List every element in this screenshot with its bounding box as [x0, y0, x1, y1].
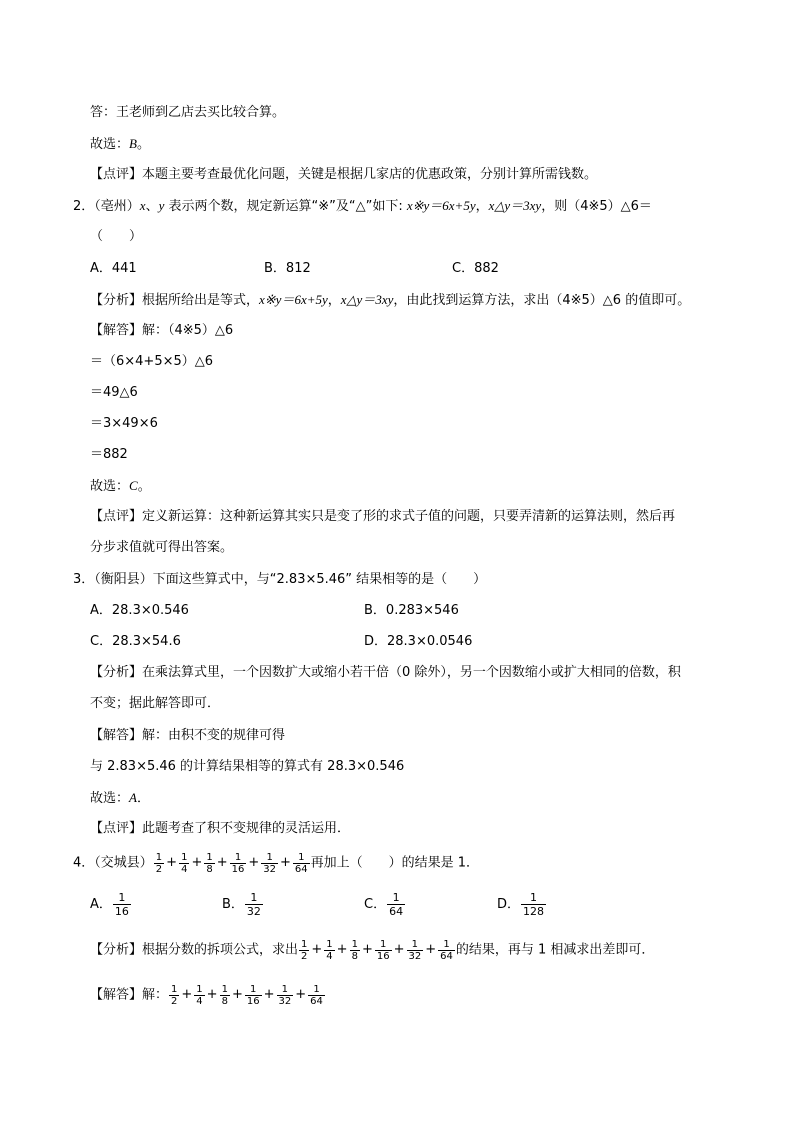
option-d [497, 890, 547, 920]
question-number: 4． [73, 855, 95, 871]
solution-step: ＝49△6 [90, 385, 138, 400]
question-2-stem [73, 197, 652, 216]
numerator: 1 [155, 851, 163, 863]
denominator: 4 [196, 995, 203, 1007]
var-x: x [139, 198, 146, 213]
plus-sign: + [248, 855, 260, 870]
comment-line: 【点评】此题考查了积不变规律的灵活运用． [90, 821, 351, 836]
analysis-line [90, 291, 690, 310]
denominator: 64 [440, 950, 453, 962]
denominator: 32 [263, 863, 277, 875]
option-fraction [245, 891, 263, 918]
question-number: 3． [73, 572, 95, 587]
analysis-line: 【分析】在乘法算式里，一个因数扩大或缩小若干倍（0 除外），另一个因数缩小或扩大相同的倍数，积 [90, 665, 681, 680]
choice-prefix: 故选： [90, 479, 130, 494]
plus-sign: + [280, 855, 291, 870]
denominator: 16 [231, 863, 245, 875]
fraction [204, 852, 214, 875]
fraction [154, 852, 164, 875]
numerator: 1 [407, 939, 424, 951]
option-fraction [387, 891, 405, 918]
choice-letter: B [129, 136, 137, 151]
numerator: 1 [438, 939, 455, 951]
numerator: 1 [301, 938, 308, 950]
plus-sign: + [181, 987, 193, 1002]
numerator: 1 [293, 852, 310, 864]
denominator: 8 [221, 995, 228, 1007]
numerator: 1 [387, 891, 405, 905]
numerator: 1 [245, 891, 263, 905]
numerator: 1 [277, 984, 294, 996]
numerator: 1 [230, 852, 247, 864]
fraction [220, 984, 230, 1007]
analysis-line: 不变；据此解答即可． [90, 696, 221, 711]
plus-sign: + [206, 987, 218, 1002]
solution-step: ＝3×49×6 [90, 416, 158, 431]
denominator: 8 [351, 950, 358, 962]
fraction-sum [298, 938, 456, 962]
solution-step: ＝（6×4+5×5）△6 [90, 354, 214, 369]
denominator: 2 [171, 995, 178, 1007]
fraction-sum [153, 851, 311, 875]
denominator: 64 [389, 905, 404, 918]
fraction [230, 852, 247, 875]
var-y: y [158, 198, 165, 213]
denominator: 128 [523, 905, 545, 918]
numerator: 1 [261, 852, 278, 864]
choice-prefix: 故选： [90, 137, 130, 152]
option-prefix: A． [90, 897, 112, 912]
plus-sign: + [336, 942, 348, 957]
denominator: 32 [278, 995, 292, 1007]
option-prefix: C． [364, 897, 387, 912]
analysis-text: 【分析】根据所给出是等式， [90, 293, 260, 308]
numerator: 1 [113, 891, 131, 905]
denominator: 16 [246, 995, 260, 1007]
solution-line: 【解答】解：由积不变的规律可得 [90, 728, 286, 743]
analysis-line [90, 937, 654, 964]
fraction [438, 939, 455, 962]
denominator: 4 [181, 863, 188, 875]
fraction [169, 984, 179, 1007]
solution-head: 【解答】解：（4※5）△6 [90, 323, 234, 338]
numerator: 1 [521, 891, 546, 905]
numerator: 1 [375, 939, 392, 951]
question-number: 2． [73, 199, 95, 214]
choice-letter: A [129, 790, 137, 805]
option-prefix: B． [222, 897, 244, 912]
denominator: 2 [301, 950, 308, 962]
option-a [90, 890, 132, 920]
plus-sign: + [166, 855, 178, 870]
stem-text: （衡阳县）下面这些算式中，与“2.83×5.46” 结果相等的是（ ） [94, 572, 487, 587]
answer-paren: （ ） [90, 229, 143, 244]
question-3-stem [73, 571, 486, 589]
fraction [293, 852, 310, 875]
answer-line: 答：王老师到乙店去买比较合算。 [90, 105, 286, 120]
choice-line [90, 135, 150, 154]
definition-2: x△y＝3xy [488, 198, 542, 213]
denominator: 8 [206, 863, 213, 875]
option-c [364, 890, 406, 920]
separator: ， [327, 293, 341, 308]
analysis-text: 的结果，再与 1 相减求出差即可． [455, 942, 655, 958]
numerator: 1 [221, 983, 228, 995]
choice-end: 。 [136, 137, 150, 152]
solution-step: ＝882 [90, 447, 128, 462]
denominator: 32 [246, 905, 261, 918]
fraction [299, 939, 309, 962]
denominator: 16 [114, 905, 129, 918]
choice-end: ． [136, 791, 150, 806]
fraction [324, 939, 334, 962]
comment-line: 【点评】定义新运算：这种新运算其实只是变了形的求式子值的问题，只要弄清新的运算法则，然后再 [90, 509, 676, 524]
plus-sign: + [361, 942, 373, 957]
denominator: 2 [155, 863, 163, 875]
denominator: 64 [310, 995, 323, 1007]
option-c: C．28.3×54.6 [90, 634, 181, 649]
plus-sign: + [263, 987, 275, 1002]
plus-sign: + [216, 855, 228, 870]
denominator: 4 [326, 950, 333, 962]
question-source: （交城县） [94, 855, 153, 871]
stem-text: 表示两个数，规定新运算“※”及“△”如下: [164, 199, 407, 214]
fraction [194, 984, 204, 1007]
fraction [179, 852, 189, 875]
fraction [308, 984, 325, 1007]
fraction [350, 939, 360, 962]
separator: 、 [145, 199, 159, 214]
stem-text: 再加上（ ）的结果是 1． [310, 855, 480, 871]
definition-1: x※y＝6x+5y [259, 292, 328, 307]
option-b: B．0.283×546 [364, 603, 459, 618]
fraction [375, 939, 392, 962]
numerator: 1 [206, 851, 213, 863]
option-a: A．441 [90, 261, 137, 276]
choice-line [90, 477, 151, 496]
definition-1: x※y＝6x+5y [406, 198, 476, 213]
option-c: C．882 [452, 261, 499, 276]
fraction [261, 852, 278, 875]
numerator: 1 [196, 983, 203, 995]
option-d: D．28.3×0.0546 [364, 634, 473, 649]
numerator: 1 [308, 984, 325, 996]
denominator: 32 [408, 950, 422, 962]
plus-sign: + [231, 987, 243, 1002]
question-4-stem [73, 850, 479, 877]
numerator: 1 [351, 938, 358, 950]
numerator: 1 [326, 938, 333, 950]
comment-line: 分步求值就可得出答案。 [90, 540, 234, 555]
choice-letter: C [129, 478, 138, 493]
solution-text: 【解答】解： [90, 987, 169, 1003]
plus-sign: + [191, 855, 203, 870]
analysis-text: 【分析】根据分数的拆项公式，求出 [90, 942, 299, 958]
stem-text: ，则（4※5）△6＝ [541, 199, 652, 214]
definition-2: x△y＝3xy [340, 292, 394, 307]
separator: ， [475, 199, 489, 214]
numerator: 1 [171, 983, 178, 995]
option-prefix: D． [497, 897, 521, 912]
fraction [245, 984, 262, 1007]
fraction [407, 939, 424, 962]
option-a: A．28.3×0.546 [90, 603, 189, 618]
option-b: B．812 [264, 261, 311, 276]
choice-prefix: 故选： [90, 791, 130, 806]
fraction-sum [168, 983, 326, 1007]
solution-line: 与 2.83×5.46 的计算结果相等的算式有 28.3×0.546 [90, 759, 405, 774]
choice-line [90, 789, 150, 808]
analysis-text: ，由此找到运算方法，求出（4※5）△6 的值即可。 [393, 293, 691, 308]
option-fraction [521, 891, 546, 918]
numerator: 1 [181, 851, 188, 863]
fraction [277, 984, 294, 1007]
comment-line: 【点评】本题主要考查最优化问题，关键是根据几家店的优惠政策，分别计算所需钱数。 [90, 167, 598, 182]
denominator: 16 [376, 950, 390, 962]
choice-end: 。 [137, 479, 151, 494]
solution-head [90, 982, 326, 1009]
plus-sign: + [311, 942, 323, 957]
numerator: 1 [245, 984, 262, 996]
plus-sign: + [425, 942, 437, 957]
denominator: 64 [294, 863, 308, 875]
plus-sign: + [295, 987, 307, 1002]
option-b [222, 890, 264, 920]
option-fraction [113, 891, 131, 918]
question-source: （亳州） [94, 199, 140, 214]
plus-sign: + [393, 942, 405, 957]
